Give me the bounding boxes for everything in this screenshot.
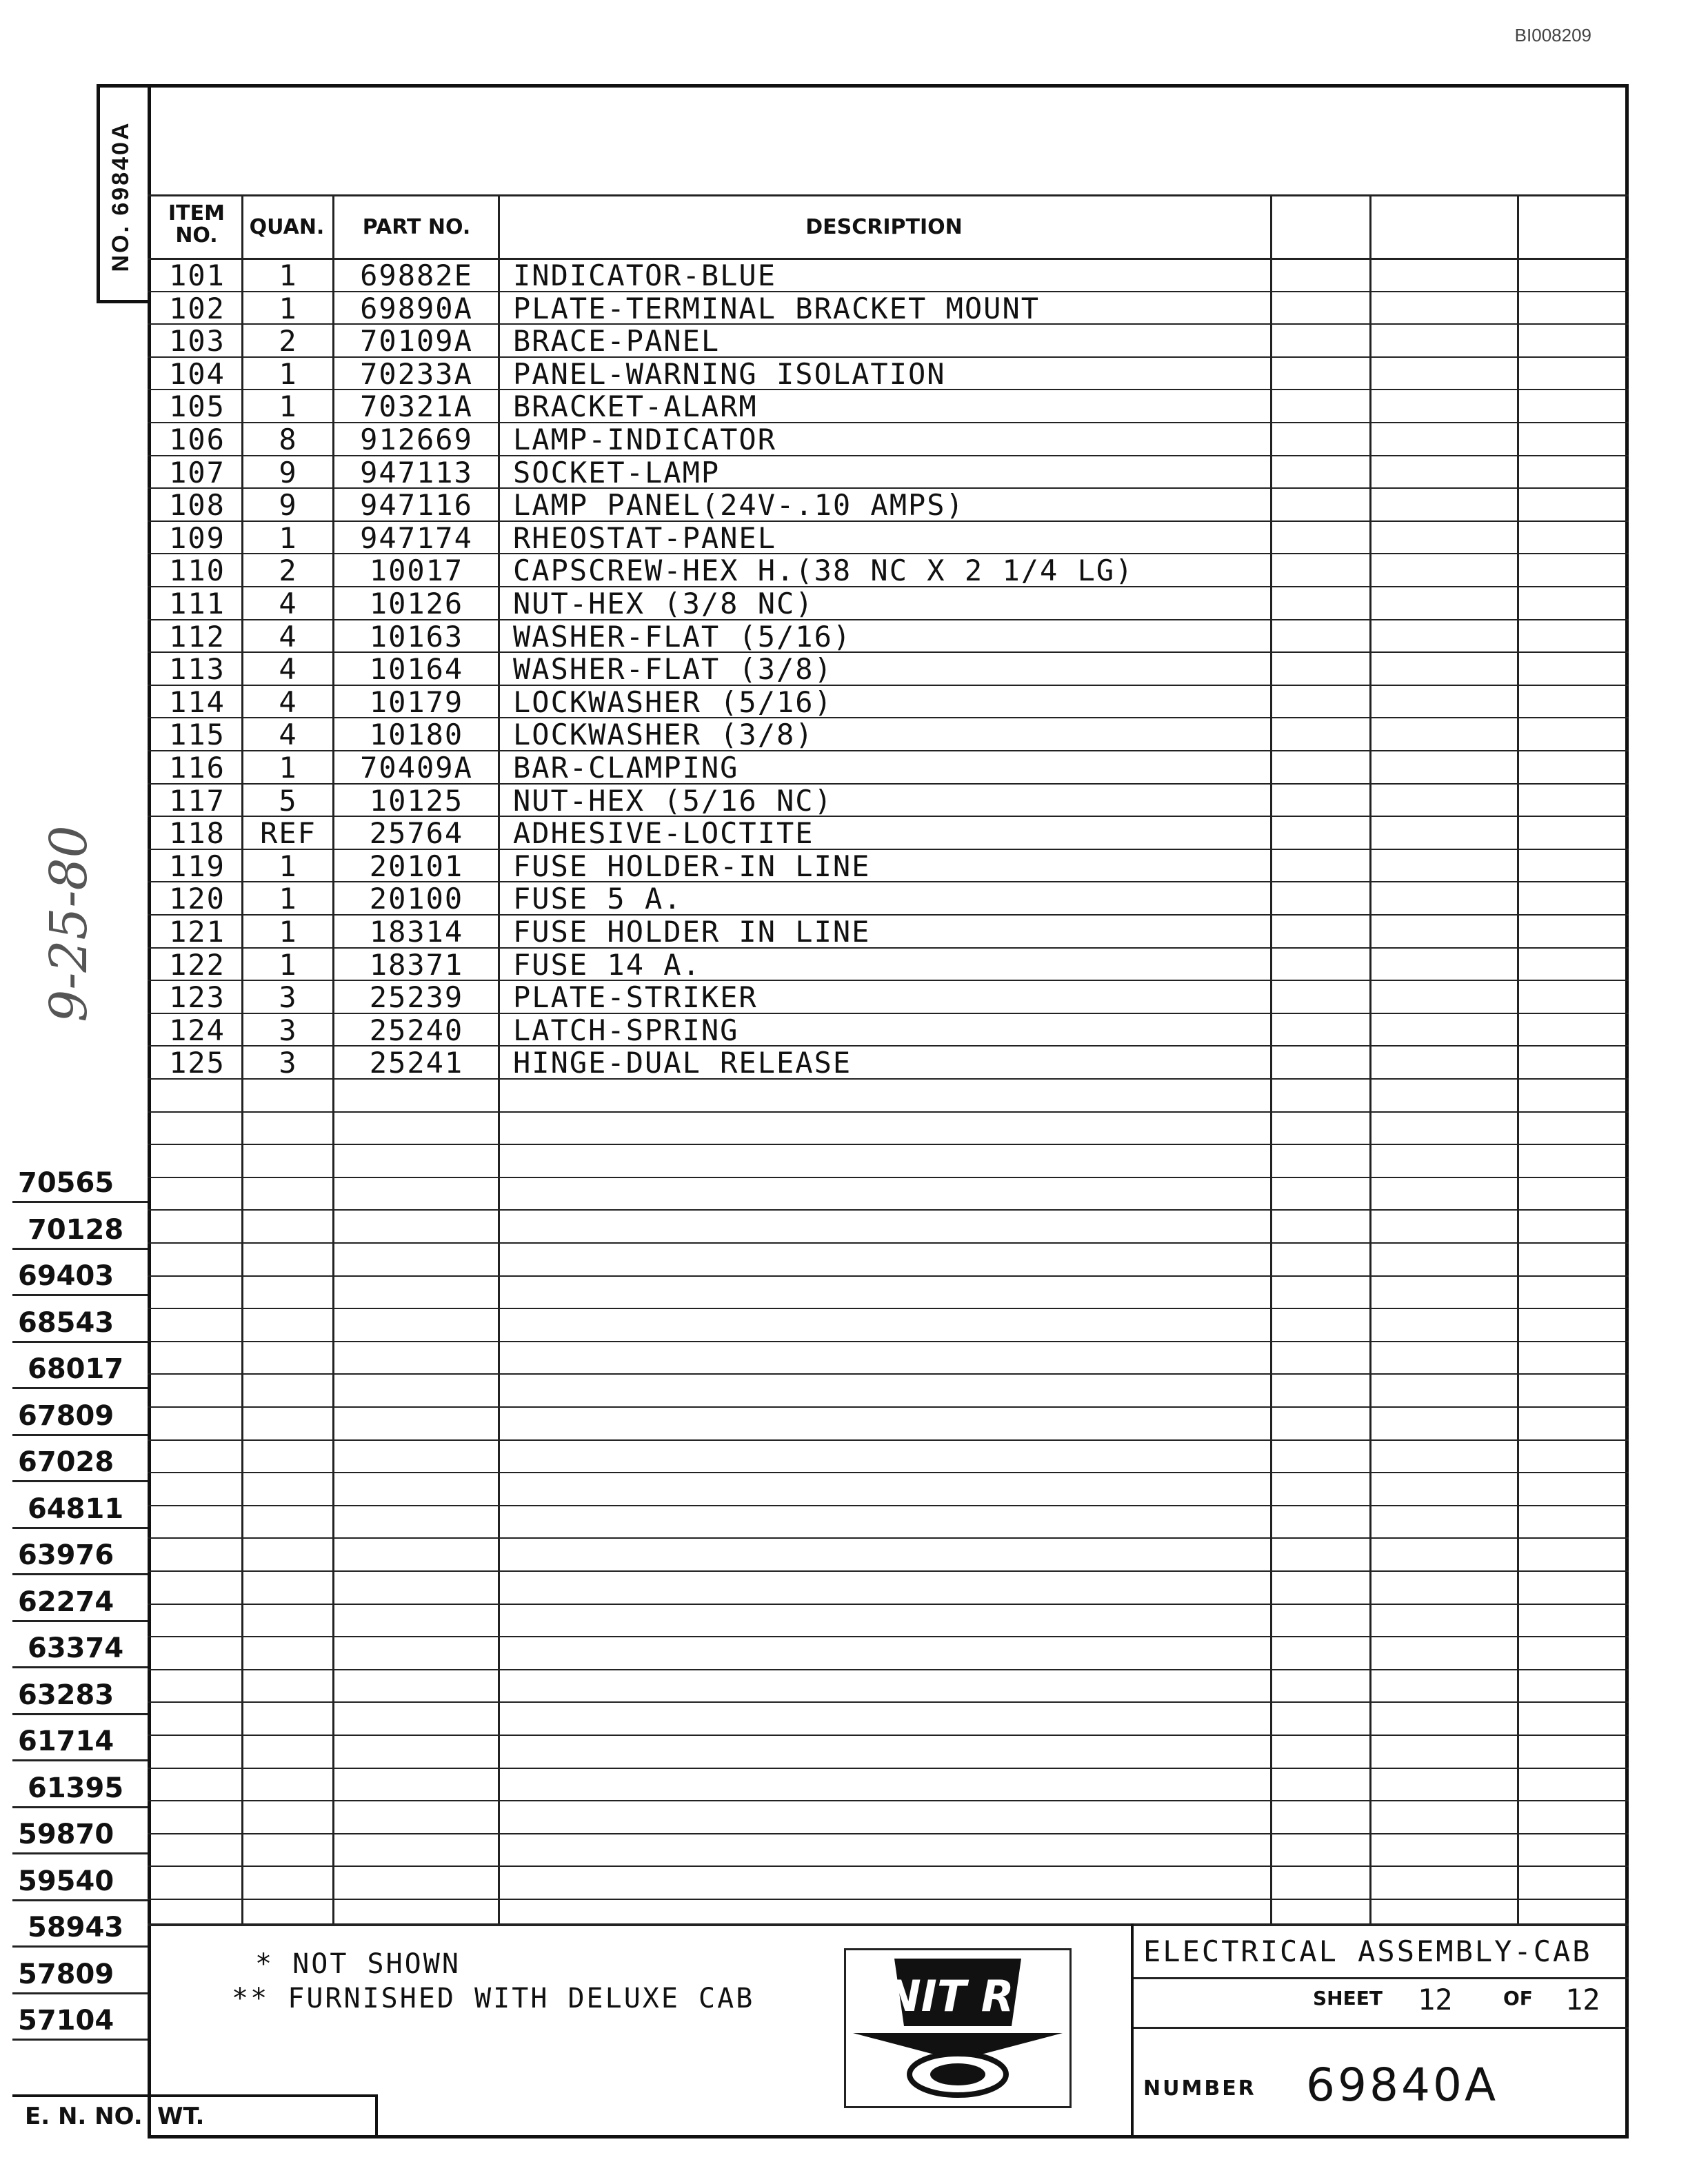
row-quan: 4: [279, 718, 298, 751]
row-part: 10126: [369, 587, 464, 620]
row-desc: SOCKET-LAMP: [513, 456, 721, 489]
handwritten-date: 9-25-80: [39, 825, 99, 1022]
row-item: 108: [169, 489, 225, 522]
row-item: 125: [169, 1046, 225, 1080]
row-rule: [148, 1669, 1629, 1670]
row-item: 101: [169, 259, 225, 292]
row-part: 69890A: [360, 292, 473, 325]
sheet-total: 12: [1565, 1983, 1600, 2016]
row-item: 105: [169, 390, 225, 423]
row-desc: BAR-CLAMPING: [513, 751, 739, 785]
row-item: 110: [169, 554, 225, 587]
row-item: 102: [169, 292, 225, 325]
row-rule: [148, 1800, 1629, 1801]
row-part: 70109A: [360, 325, 473, 358]
row-quan: 4: [279, 587, 298, 620]
row-part: 25764: [369, 817, 464, 850]
number-label: NUMBER: [1143, 2076, 1256, 2101]
en-rule: [12, 1945, 148, 1948]
title-block: [1131, 1923, 1629, 2138]
en-number: 70565: [18, 1167, 114, 1199]
en-number: 63374: [28, 1632, 124, 1664]
logo-text: UNIT RIG: [850, 1971, 1065, 2021]
row-item: 109: [169, 522, 225, 555]
row-part: 70233A: [360, 358, 473, 391]
row-part: 25241: [369, 1046, 464, 1080]
en-rule: [12, 1806, 148, 1808]
row-rule: [148, 1209, 1629, 1211]
row-item: 122: [169, 949, 225, 982]
en-rule: [12, 1759, 148, 1761]
row-item: 123: [169, 981, 225, 1014]
row-rule: [148, 1111, 1629, 1113]
row-quan: 2: [279, 554, 298, 587]
row-quan: 8: [279, 423, 298, 456]
en-rule: [12, 1620, 148, 1622]
row-rule: [148, 1406, 1629, 1408]
row-desc: LOCKWASHER (3/8): [513, 718, 814, 751]
row-rule: [148, 1537, 1629, 1539]
row-rule: [148, 1373, 1629, 1375]
en-number: 63976: [18, 1539, 114, 1571]
row-rule: [148, 1570, 1629, 1572]
en-rule: [12, 1713, 148, 1715]
en-number: 62274: [18, 1586, 114, 1618]
en-rule: [12, 1248, 148, 1250]
en-rule: [12, 1434, 148, 1436]
row-desc: BRACKET-ALARM: [513, 390, 758, 423]
row-quan: 9: [279, 456, 298, 489]
row-desc: LOCKWASHER (5/16): [513, 686, 833, 719]
row-rule: [148, 1242, 1629, 1244]
row-item: 114: [169, 686, 225, 719]
en-number: 67028: [18, 1446, 114, 1478]
col-divider-extra1: [1369, 194, 1372, 1923]
row-quan: 1: [279, 259, 298, 292]
row-quan: 9: [279, 489, 298, 522]
en-number: 57104: [18, 2005, 114, 2036]
row-rule: [148, 1899, 1629, 1900]
col-divider-quan: [332, 194, 334, 1923]
sheet-number: 12: [1418, 1983, 1453, 2016]
header-quantity: QUAN.: [249, 215, 325, 239]
en-number: 68543: [18, 1307, 114, 1339]
row-quan: 4: [279, 620, 298, 654]
row-item: 119: [169, 850, 225, 883]
row-part: 70409A: [360, 751, 473, 785]
wt-label: WT.: [157, 2103, 205, 2130]
note-not-shown: * NOT SHOWN: [255, 1948, 461, 1980]
row-quan: 1: [279, 850, 298, 883]
en-rule: [12, 1387, 148, 1389]
row-desc: INDICATOR-BLUE: [513, 259, 777, 292]
document-code: BI008209: [1514, 25, 1591, 46]
header-description: DESCRIPTION: [805, 215, 963, 239]
row-part: 10179: [369, 686, 464, 719]
row-part: 25239: [369, 981, 464, 1014]
row-desc: PLATE-STRIKER: [513, 981, 758, 1014]
row-part: 25240: [369, 1014, 464, 1047]
en-rule: [12, 1294, 148, 1296]
row-item: 104: [169, 358, 225, 391]
row-part: 912669: [360, 423, 473, 456]
row-part: 10125: [369, 785, 464, 818]
row-rule: [148, 1177, 1629, 1178]
en-rule: [12, 2039, 148, 2041]
side-stamp-number: NO. 69840A: [108, 121, 134, 272]
row-desc: LATCH-SPRING: [513, 1014, 739, 1047]
row-rule: [148, 1275, 1629, 1277]
en-number: 59870: [18, 1819, 114, 1850]
row-part: 69882E: [360, 259, 473, 292]
row-item: 107: [169, 456, 225, 489]
col-divider-extra2: [1517, 194, 1519, 1923]
row-part: 947174: [360, 522, 473, 555]
en-number: 58943: [28, 1912, 124, 1943]
header-item-no: ITEM NO.: [168, 201, 225, 247]
row-quan: 3: [279, 1046, 298, 1080]
drawing-title: ELECTRICAL ASSEMBLY-CAB: [1143, 1934, 1592, 1968]
row-desc: BRACE-PANEL: [513, 325, 721, 358]
row-desc: CAPSCREW-HEX H.(38 NC X 2 1/4 LG): [513, 554, 1134, 587]
en-rule: [12, 1899, 148, 1901]
unit-rig-logo-graphic: [846, 1950, 1069, 2106]
en-number: 59540: [18, 1866, 114, 1897]
en-rule: [12, 1527, 148, 1529]
header-part-no: PART NO.: [362, 215, 471, 239]
row-quan: 1: [279, 358, 298, 391]
en-number: 67809: [18, 1400, 114, 1432]
row-rule: [148, 1604, 1629, 1605]
row-part: 10180: [369, 718, 464, 751]
en-number: 63283: [18, 1679, 114, 1711]
row-item: 111: [169, 587, 225, 620]
header-top-rule: [148, 194, 1629, 196]
en-number: 57809: [18, 1959, 114, 1990]
row-item: 112: [169, 620, 225, 654]
en-rule: [12, 1480, 148, 1482]
en-rule: [12, 1201, 148, 1203]
row-item: 115: [169, 718, 225, 751]
row-quan: 1: [279, 882, 298, 916]
row-part: 947113: [360, 456, 473, 489]
row-part: 18371: [369, 949, 464, 982]
col-divider-part: [498, 194, 500, 1923]
row-quan: 3: [279, 981, 298, 1014]
row-desc: LAMP PANEL(24V-.10 AMPS): [513, 489, 965, 522]
row-part: 20100: [369, 882, 464, 916]
row-part: 18314: [369, 916, 464, 949]
en-number: 61395: [28, 1772, 124, 1804]
row-rule: [148, 1866, 1629, 1867]
row-quan: 1: [279, 522, 298, 555]
row-desc: RHEOSTAT-PANEL: [513, 522, 777, 555]
row-rule: [148, 1341, 1629, 1342]
row-desc: NUT-HEX (5/16 NC): [513, 785, 833, 818]
row-rule: [148, 1735, 1629, 1736]
row-item: 120: [169, 882, 225, 916]
row-desc: PANEL-WARNING ISOLATION: [513, 358, 946, 391]
row-part: 10017: [369, 554, 464, 587]
row-quan: 1: [279, 949, 298, 982]
en-number: 61714: [18, 1726, 114, 1757]
note-deluxe-cab: ** FURNISHED WITH DELUXE CAB: [232, 1983, 755, 2014]
row-rule: [148, 1472, 1629, 1473]
drawing-number: 69840A: [1306, 2059, 1499, 2112]
sheet-label: SHEET: [1313, 1987, 1383, 2010]
row-rule: [148, 1505, 1629, 1506]
row-rule: [148, 1768, 1629, 1769]
unit-rig-logo: [844, 1948, 1072, 2108]
en-number: 64811: [28, 1493, 124, 1525]
row-item: 124: [169, 1014, 225, 1047]
row-quan: 1: [279, 390, 298, 423]
row-part: 10163: [369, 620, 464, 654]
en-number: 68017: [28, 1353, 124, 1385]
en-rule: [12, 1852, 148, 1854]
col-divider-item: [241, 194, 243, 1923]
row-desc: PLATE-TERMINAL BRACKET MOUNT: [513, 292, 1041, 325]
row-desc: FUSE 5 A.: [513, 882, 683, 916]
row-part: 947116: [360, 489, 473, 522]
en-rule: [12, 1341, 148, 1343]
row-quan: 1: [279, 751, 298, 785]
row-part: 20101: [369, 850, 464, 883]
of-label: OF: [1503, 1987, 1533, 2010]
row-desc: FUSE HOLDER-IN LINE: [513, 850, 871, 883]
row-desc: FUSE 14 A.: [513, 949, 701, 982]
row-rule: [148, 1439, 1629, 1441]
row-item: 117: [169, 785, 225, 818]
row-rule: [148, 1144, 1629, 1145]
row-item: 116: [169, 751, 225, 785]
row-quan: 3: [279, 1014, 298, 1047]
en-number: 69403: [18, 1260, 114, 1292]
side-stamp-box: [97, 84, 148, 303]
en-rule: [12, 1666, 148, 1668]
row-desc: WASHER-FLAT (3/8): [513, 653, 833, 686]
row-desc: NUT-HEX (3/8 NC): [513, 587, 814, 620]
row-quan: 5: [279, 785, 298, 818]
row-part: 70321A: [360, 390, 473, 423]
row-quan: 4: [279, 686, 298, 719]
row-quan: 1: [279, 292, 298, 325]
row-desc: HINGE-DUAL RELEASE: [513, 1046, 852, 1080]
row-item: 121: [169, 916, 225, 949]
en-rule: [12, 1573, 148, 1575]
row-quan: 1: [279, 916, 298, 949]
row-quan: 2: [279, 325, 298, 358]
row-desc: FUSE HOLDER IN LINE: [513, 916, 871, 949]
row-rule: [148, 1833, 1629, 1834]
row-item: 118: [169, 817, 225, 850]
en-rule: [12, 1992, 148, 1994]
row-quan: 4: [279, 653, 298, 686]
row-item: 103: [169, 325, 225, 358]
row-rule: [148, 1308, 1629, 1309]
row-item: 106: [169, 423, 225, 456]
row-rule: [148, 1701, 1629, 1703]
row-desc: ADHESIVE-LOCTITE: [513, 817, 814, 850]
row-desc: WASHER-FLAT (5/16): [513, 620, 852, 654]
row-rule: [148, 1636, 1629, 1637]
row-desc: LAMP-INDICATOR: [513, 423, 777, 456]
row-item: 113: [169, 653, 225, 686]
row-part: 10164: [369, 653, 464, 686]
en-number: 70128: [28, 1214, 124, 1246]
en-label: E. N. NO.: [25, 2103, 143, 2130]
row-quan: REF: [260, 817, 316, 850]
